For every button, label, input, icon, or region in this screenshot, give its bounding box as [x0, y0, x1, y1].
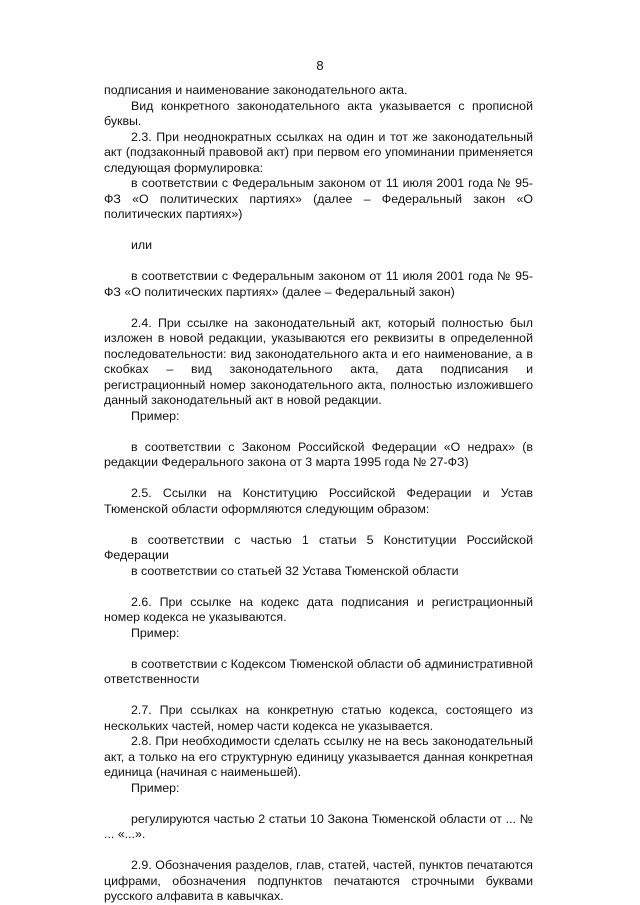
example-constitution: в соответствии с частью 1 статьи 5 Конституции Российской Федерации	[104, 532, 533, 562]
word-or: или	[131, 238, 153, 252]
example-label: Пример:	[131, 625, 180, 640]
paragraph-2-7: 2.7. При ссылках на конкретную статью кодекса, состоящего из нескольких частей, номер части кодекса не указывается.	[104, 703, 533, 733]
paragraph-cont: подписания и наименование законодательного акта.	[104, 83, 408, 97]
paragraph-2-8: 2.8. При необходимости сделать ссылку не на весь законодательный акт, а только на его структурную единицу указывается данная конкретная единица (начиная с наименьшей).	[104, 734, 533, 779]
example-label: Пример:	[131, 780, 180, 795]
example-charter: в соответствии со статьей 32 Устава Тюменской области	[131, 563, 459, 578]
example-nedra: в соответствии с Законом Российской Федерации «О недрах» (в редакции Федерального закона от 3 марта 1995 года № 27-ФЗ)	[104, 439, 533, 469]
paragraph-2-4: 2.4. При ссылке на законодательный акт, который полностью был изложен в новой редакции, указываются его реквизиты в определенной последовательности: вид законодательного акта и его наименование, а в скобках – вид законодательного акта, дата подписания и регистрационный номер законодательного акта, полностью изложившего данный законодательный акт в новой редакции.	[104, 315, 533, 407]
paragraph-capital-rule: Вид конкретного законодательного акта указывается с прописной буквы.	[104, 98, 533, 128]
document-body	[104, 83, 533, 905]
paragraph-2-3: 2.3. При неоднократных ссылках на один и тот же законодательный акт (подзаконный правовой акт) при первом его упоминании применяется следующая формулировка:	[104, 129, 533, 175]
example-formulation-1: в соответствии с Федеральным законом от 11 июля 2001 года № 95-ФЗ «О политических партиях» (далее – Федеральный закон «О политических партиях»)	[104, 176, 533, 221]
example-article: регулируются частью 2 статьи 10 Закона Тюменской области от ... № ... «...».	[104, 811, 533, 841]
paragraph-2-6: 2.6. При ссылке на кодекс дата подписания и регистрационный номер кодекса не указываются.	[104, 594, 533, 624]
example-formulation-2: в соответствии с Федеральным законом от 11 июля 2001 года № 95-ФЗ «О политических партиях» (далее – Федеральный закон)	[104, 269, 533, 299]
example-code: в соответствии с Кодексом Тюменской области об административной ответственности	[104, 656, 533, 686]
paragraph-2-9: 2.9. Обозначения разделов, глав, статей, частей, пунктов печатаются цифрами, обозначения подпунктов печатаются строчными буквами русского алфавита в кавычках.	[104, 858, 533, 903]
page-number: 8	[316, 58, 324, 73]
paragraph-2-5: 2.5. Ссылки на Конституцию Российской Федерации и Устав Тюменской области оформляются следующим образом:	[104, 486, 533, 516]
example-label: Пример:	[131, 408, 180, 423]
